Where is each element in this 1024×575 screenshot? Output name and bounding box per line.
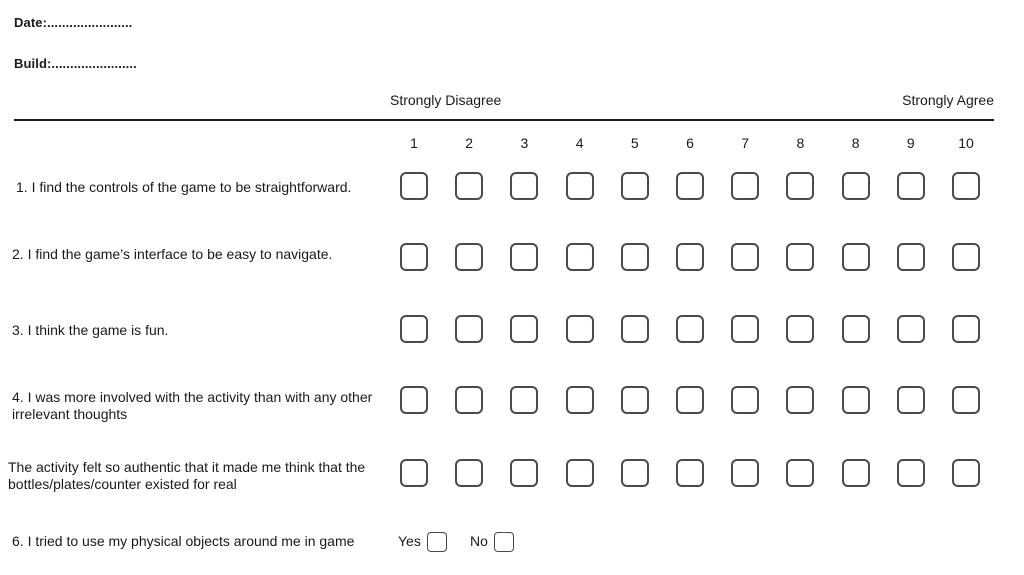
rating-checkbox[interactable] [786, 315, 814, 343]
rating-checkbox[interactable] [621, 315, 649, 343]
rating-checkbox[interactable] [455, 386, 483, 414]
scale-column-header: 6 [686, 135, 694, 151]
scale-column-header: 8 [851, 135, 860, 151]
rating-checkbox[interactable] [952, 172, 980, 200]
rating-checkbox[interactable] [676, 315, 704, 343]
scale-column-header: 5 [630, 135, 639, 151]
rating-checkbox[interactable] [897, 243, 925, 271]
rating-checkbox[interactable] [786, 172, 814, 200]
rating-checkbox[interactable] [455, 315, 483, 343]
rating-checkbox[interactable] [455, 459, 483, 487]
rating-checkbox[interactable] [566, 386, 594, 414]
rating-checkbox[interactable] [400, 172, 428, 200]
rating-checkbox[interactable] [952, 386, 980, 414]
rating-checkbox[interactable] [400, 386, 428, 414]
rating-checkbox[interactable] [731, 243, 759, 271]
rating-checkbox[interactable] [510, 459, 538, 487]
rating-checkbox[interactable] [952, 243, 980, 271]
question-text: The activity felt so authentic that it made me think that the bottles/plates/counter existed for real [8, 459, 366, 492]
rating-checkbox[interactable] [897, 172, 925, 200]
rating-checkbox[interactable] [897, 386, 925, 414]
rating-checkbox[interactable] [621, 172, 649, 200]
rating-checkbox[interactable] [400, 459, 428, 487]
rating-checkbox[interactable] [400, 315, 428, 343]
build-field[interactable]: Build:....................... [14, 56, 137, 71]
rating-checkbox[interactable] [842, 386, 870, 414]
rating-checkbox[interactable] [676, 459, 704, 487]
question-text: 4. I was more involved with the activity than with any other irrelevant thoughts [12, 389, 373, 422]
rating-checkbox[interactable] [676, 243, 704, 271]
question-text: 3. I think the game is fun. [12, 322, 169, 338]
scale-column-header: 9 [906, 135, 915, 151]
rating-checkbox[interactable] [510, 315, 538, 343]
rating-checkbox[interactable] [731, 315, 759, 343]
scale-column-header: 7 [741, 135, 750, 151]
rating-checkbox[interactable] [566, 315, 594, 343]
rating-checkbox[interactable] [566, 172, 594, 200]
rating-checkbox[interactable] [676, 386, 704, 414]
rating-checkbox[interactable] [566, 243, 594, 271]
rating-checkbox[interactable] [510, 243, 538, 271]
rating-checkbox[interactable] [455, 172, 483, 200]
rating-checkbox[interactable] [731, 459, 759, 487]
rating-checkbox[interactable] [731, 172, 759, 200]
rating-checkbox[interactable] [842, 172, 870, 200]
rating-checkbox[interactable] [510, 386, 538, 414]
rating-checkbox[interactable] [842, 243, 870, 271]
scale-column-header: 2 [465, 135, 474, 151]
scale-column-header: 4 [575, 135, 584, 151]
scale-column-header: 10 [958, 135, 974, 151]
final-question: 6. I tried to use my physical objects around me in game [12, 533, 355, 549]
question-text: 2. I find the game’s interface to be easy to navigate. [12, 246, 333, 262]
rating-checkbox[interactable] [621, 243, 649, 271]
rating-checkbox[interactable] [897, 459, 925, 487]
rating-checkbox[interactable] [952, 459, 980, 487]
header-divider [14, 119, 994, 121]
rating-checkbox[interactable] [621, 386, 649, 414]
yes-label: Yes [398, 533, 421, 549]
scale-column-header: 1 [410, 135, 418, 151]
rating-checkbox[interactable] [510, 172, 538, 200]
rating-checkbox[interactable] [676, 172, 704, 200]
rating-checkbox[interactable] [621, 459, 649, 487]
rating-checkbox[interactable] [731, 386, 759, 414]
rating-checkbox[interactable] [842, 459, 870, 487]
rating-checkbox[interactable] [786, 386, 814, 414]
scale-max-label: Strongly Agree [902, 92, 994, 108]
date-field[interactable]: Date:....................... [14, 15, 133, 30]
no-checkbox[interactable] [494, 532, 514, 552]
rating-checkbox[interactable] [566, 459, 594, 487]
rating-checkbox[interactable] [842, 315, 870, 343]
scale-min-label: Strongly Disagree [390, 92, 502, 108]
no-label: No [470, 533, 488, 549]
question-text: 1. I find the controls of the game to be straightforward. [16, 179, 352, 195]
rating-checkbox[interactable] [455, 243, 483, 271]
rating-checkbox[interactable] [400, 243, 428, 271]
rating-checkbox[interactable] [897, 315, 925, 343]
rating-checkbox[interactable] [786, 459, 814, 487]
rating-checkbox[interactable] [952, 315, 980, 343]
scale-column-header: 3 [520, 135, 529, 151]
scale-column-header: 8 [796, 135, 805, 151]
rating-checkbox[interactable] [786, 243, 814, 271]
yes-checkbox[interactable] [427, 532, 447, 552]
